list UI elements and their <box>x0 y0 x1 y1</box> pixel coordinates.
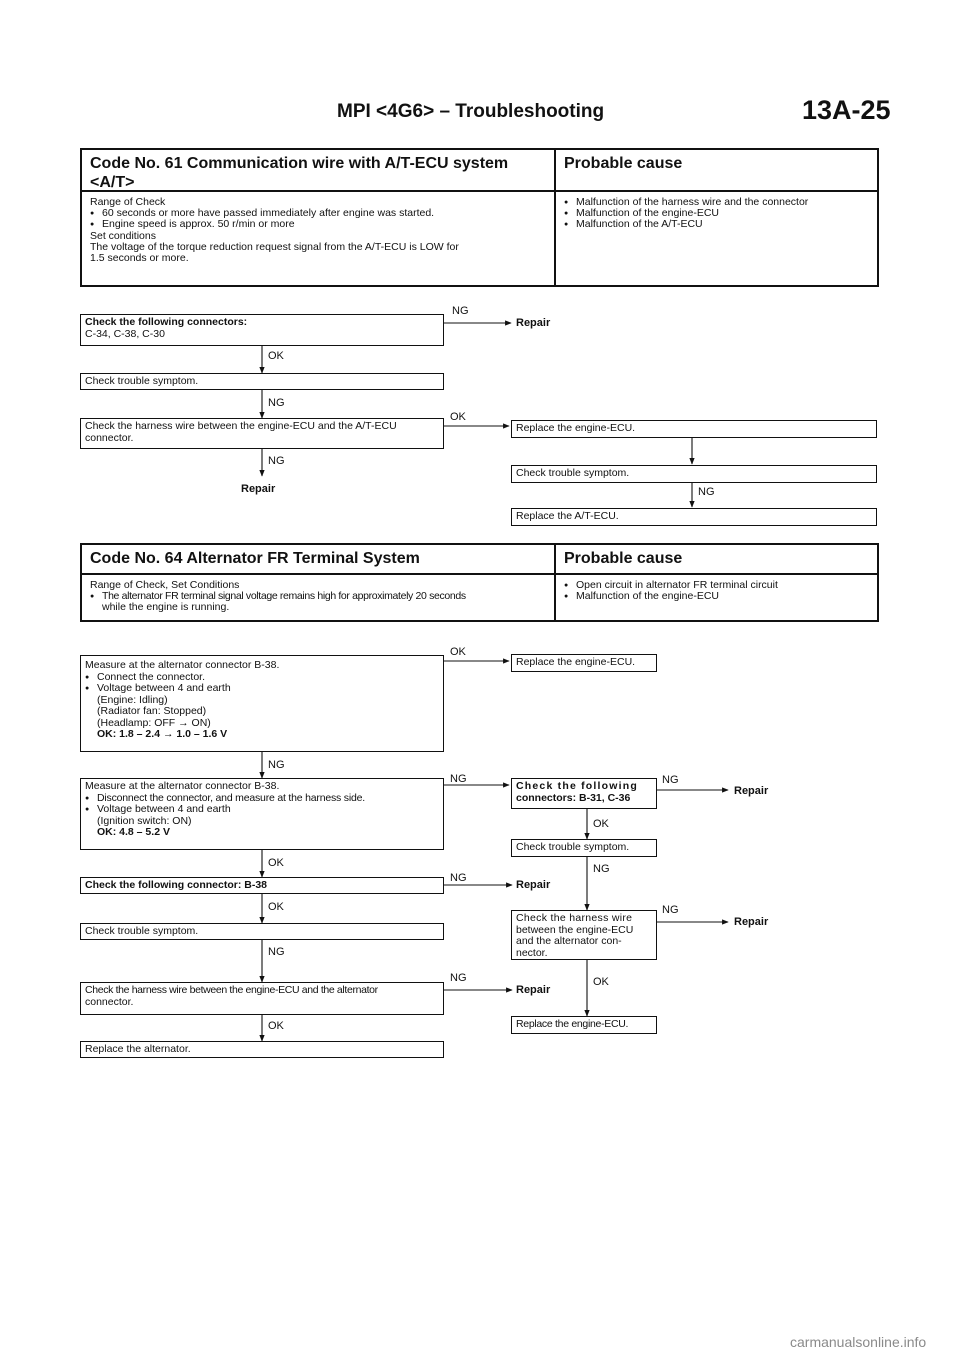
box-text: nector. <box>516 946 548 959</box>
set-text: 1.5 seconds or more. <box>90 252 189 265</box>
box-item: ● Connect the connector. <box>85 672 439 684</box>
box-text: Replace the A/T-ECU. <box>516 510 619 522</box>
watermark: carmanualsonline.info <box>790 1334 927 1350</box>
code61-heading-line2: <A/T> <box>90 174 135 191</box>
repair-label: Repair <box>516 984 551 996</box>
box-text: and the alternator con- <box>516 935 622 947</box>
measure-b38-disconnected-box <box>80 778 444 850</box>
box-text: connector. <box>85 431 134 444</box>
cause-item: ● Malfunction of the engine-ECU <box>564 208 808 219</box>
check-trouble-box <box>511 839 657 857</box>
ng-label: NG <box>450 773 467 785</box>
replace-alternator-box <box>80 1041 444 1058</box>
measure-b38-connected-box <box>80 655 444 752</box>
box-text: Check the harness wire <box>516 912 633 924</box>
ok-label: OK <box>593 818 609 830</box>
ok-label: OK <box>268 1020 284 1032</box>
code61-heading-line1: Code No. 61 Communication wire with A/T-ECU system <box>90 155 509 172</box>
box-text: connector. <box>85 995 134 1008</box>
ok-label: OK <box>450 411 466 423</box>
box-text: Replace the alternator. <box>85 1043 191 1055</box>
ng-label: NG <box>268 455 285 467</box>
box-text: Check trouble symptom. <box>85 375 199 387</box>
box-text: Replace the engine-ECU. <box>516 656 636 668</box>
ng-label: NG <box>662 904 679 916</box>
check-harness-box <box>511 910 657 960</box>
page-number: 13A-25 <box>802 95 891 125</box>
replace-ecu-box <box>511 1016 657 1034</box>
page-title: MPI <4G6> – Troubleshooting <box>337 101 605 122</box>
ng-label: NG <box>662 774 679 786</box>
range-item-cont: while the engine is running. <box>102 601 230 614</box>
code64-table <box>80 543 879 622</box>
ok-label: OK <box>450 646 466 658</box>
box-text: Check trouble symptom. <box>85 925 199 937</box>
box-item: (Radiator fan: Stopped) <box>97 705 207 717</box>
check-connectors-box <box>511 778 657 809</box>
box-text: Check the harness wire between the engine-ECU and the alternator <box>85 984 378 996</box>
check-harness-box <box>80 418 444 449</box>
box-item: (Engine: Idling) <box>97 693 168 706</box>
code64-cause-heading: Probable cause <box>564 550 683 567</box>
cause-item: ● Malfunction of the harness wire and the connector <box>564 197 808 208</box>
code64-heading: Code No. 64 Alternator FR Terminal System <box>90 550 420 567</box>
ng-label: NG <box>452 305 469 317</box>
box-text: between the engine-ECU <box>516 923 634 936</box>
repair-label: Repair <box>734 785 769 797</box>
check-harness-alternator-box <box>80 982 444 1015</box>
box-sub: C-34, C-38, C-30 <box>85 327 165 340</box>
ng-label: NG <box>450 972 467 984</box>
repair-label: Repair <box>241 483 276 495</box>
code61-cause-heading: Probable cause <box>564 155 683 172</box>
repair-label: Repair <box>516 879 551 891</box>
box-ok-value: OK: 4.8 – 5.2 V <box>97 826 170 838</box>
check-connectors-box <box>80 314 444 346</box>
repair-label: Repair <box>516 317 551 329</box>
range-label: Range of Check, Set Conditions <box>90 579 240 591</box>
box-text: Replace the engine-ECU. <box>516 422 636 434</box>
range-item: ● The alternator FR terminal signal voltage remains high for approximately 20 seconds <box>90 591 546 602</box>
ok-label: OK <box>593 976 609 988</box>
box-text: Replace the engine-ECU. <box>516 1018 629 1030</box>
ng-label: NG <box>698 486 715 498</box>
ok-label: OK <box>268 857 284 869</box>
repair-label: Repair <box>734 916 769 928</box>
cause-item: ● Malfunction of the engine-ECU <box>564 591 778 602</box>
box-item: ● Voltage between 4 and earth <box>85 683 439 695</box>
box-text: Measure at the alternator connector B-38. <box>85 659 280 671</box>
ok-label: OK <box>268 350 284 362</box>
check-connector-b38-box <box>80 877 444 894</box>
box-text: connectors: B-31, C-36 <box>516 791 631 804</box>
check-trouble-box <box>511 465 877 483</box>
range-item: ● Engine speed is approx. 50 r/min or more <box>90 219 546 230</box>
box-title: Check the following connectors: <box>85 316 248 328</box>
check-trouble-box <box>80 923 444 940</box>
box-text: Check the harness wire between the engine-ECU and the A/T-ECU <box>85 420 397 432</box>
box-ok-value: OK: 1.8 – 2.4 → 1.0 – 1.6 V <box>97 728 228 740</box>
replace-ecu-box <box>511 654 657 672</box>
cause-item: ● Open circuit in alternator FR terminal circuit <box>564 580 778 591</box>
replace-at-ecu-box <box>511 508 877 526</box>
replace-ecu-box <box>511 420 877 438</box>
box-item: (Ignition switch: ON) <box>97 814 192 827</box>
set-label: Set conditions <box>90 229 156 242</box>
cause-item: ● Malfunction of the A/T-ECU <box>564 219 808 230</box>
check-trouble-box <box>80 373 444 390</box>
ng-label: NG <box>268 397 285 409</box>
box-item: (Headlamp: OFF → ON) <box>97 716 211 729</box>
box-text: Check the following <box>516 780 638 792</box>
code64-range <box>82 575 554 619</box>
box-text: Check the following connector: B-38 <box>85 879 268 891</box>
range-label: Range of Check <box>90 196 166 208</box>
ng-label: NG <box>268 759 285 771</box>
code64-causes <box>556 575 786 607</box>
ng-label: NG <box>593 863 610 875</box>
range-item: ● 60 seconds or more have passed immediately after engine was started. <box>90 208 546 219</box>
box-item: ● Voltage between 4 and earth <box>85 804 439 816</box>
box-text: Check trouble symptom. <box>516 841 630 853</box>
ok-label: OK <box>268 901 284 913</box>
box-text: Check trouble symptom. <box>516 467 630 479</box>
box-text: Measure at the alternator connector B-38. <box>85 780 280 792</box>
ng-label: NG <box>450 872 467 884</box>
set-text: The voltage of the torque reduction request signal from the A/T-ECU is LOW for <box>90 240 459 253</box>
ng-label: NG <box>268 946 285 958</box>
box-item: ● Disconnect the connector, and measure at the harness side. <box>85 793 439 805</box>
